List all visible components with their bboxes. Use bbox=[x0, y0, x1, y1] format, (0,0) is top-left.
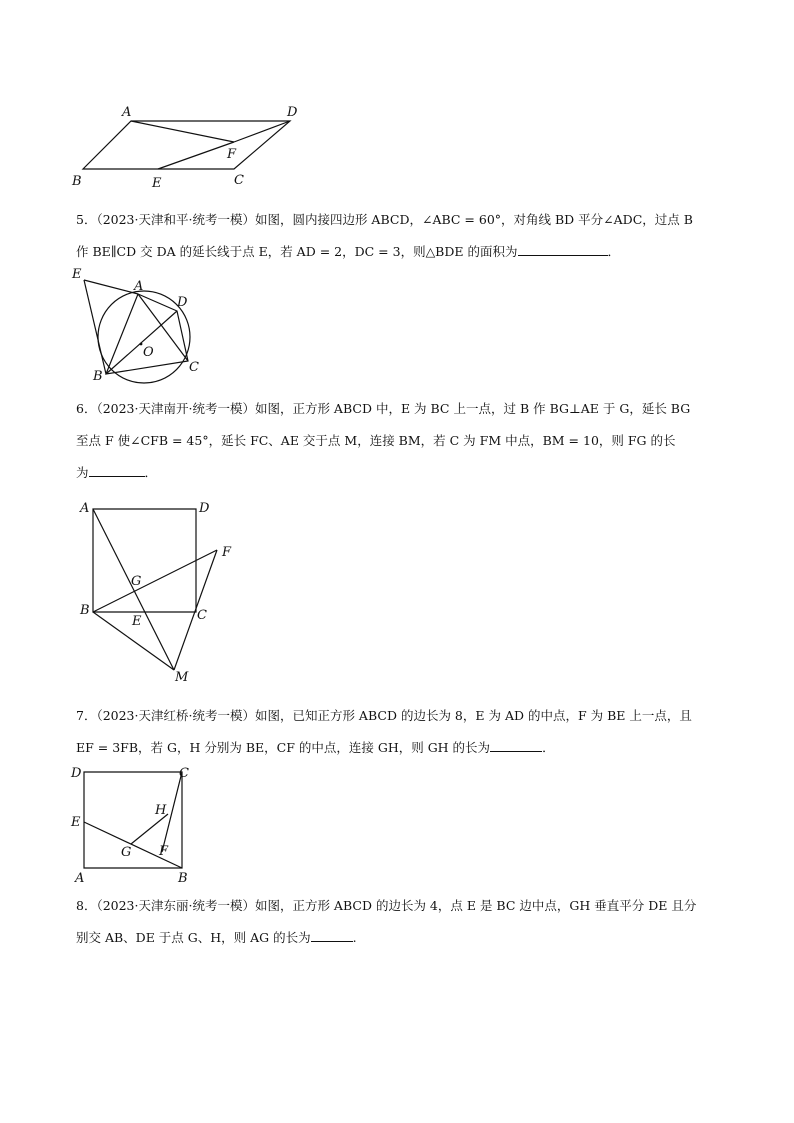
segment-am bbox=[93, 509, 174, 670]
point-label-d: D bbox=[71, 766, 82, 781]
answer-blank[interactable] bbox=[518, 254, 608, 256]
figure-square-7 bbox=[68, 760, 198, 884]
question-8-number: 8． bbox=[76, 898, 97, 913]
question-7-text-1: （2023·天津红桥·统考一模）如图，已知正方形 ABCD 的边长为 8，E 为 AD 的中点，F 为 BE 上一点，且 bbox=[96, 708, 692, 723]
answer-blank[interactable] bbox=[311, 940, 353, 942]
point-label-e: E bbox=[71, 815, 81, 830]
question-8-text-2: 别交 AB、DE 于点 G、H，则 AG 的长为 bbox=[76, 930, 311, 945]
question-7-end: ． bbox=[542, 740, 555, 755]
point-label-g: G bbox=[131, 574, 142, 589]
point-label-m: M bbox=[175, 670, 189, 685]
point-label-d: D bbox=[199, 501, 210, 516]
point-label-c: C bbox=[197, 608, 207, 623]
question-5-text-1: （2023·天津和平·统考一模）如图，圆内接四边形 ABCD，∠ABC = 60°，对角线 BD 平分∠ADC，过点 B bbox=[96, 212, 693, 227]
question-7-number: 7． bbox=[76, 708, 97, 723]
point-label-a: A bbox=[80, 501, 90, 516]
parallelogram-abcd bbox=[83, 121, 290, 169]
question-6-end: ． bbox=[144, 465, 158, 480]
question-8-text-1: （2023·天津东丽·统考一模）如图，正方形 ABCD 的边长为 4，点 E 是 BC 边中点，GH 垂直平分 DE 且分 bbox=[96, 898, 697, 913]
point-label-e: E bbox=[152, 176, 162, 191]
point-label-e: E bbox=[72, 267, 82, 282]
point-label-d: D bbox=[177, 295, 188, 310]
question-7-text-2: EF = 3FB，若 G，H 分别为 BE，CF 的中点，连接 GH，则 GH 的长为 bbox=[76, 740, 491, 755]
question-7-line-1 bbox=[76, 700, 726, 732]
question-6 bbox=[76, 393, 726, 489]
point-label-o: O bbox=[143, 345, 154, 360]
point-label-d: D bbox=[287, 105, 298, 120]
question-6-text-1: （2023·天津南开·统考一模）如图，正方形 ABCD 中，E 为 BC 上一点，过 B 作 BG⊥AE 于 G，延长 BG bbox=[96, 401, 691, 416]
question-5-line-1 bbox=[76, 204, 726, 236]
segment-eb bbox=[84, 280, 106, 374]
question-5-number: 5． bbox=[76, 212, 97, 227]
point-label-f: F bbox=[227, 147, 237, 162]
answer-blank[interactable] bbox=[490, 750, 542, 752]
question-6-line-3 bbox=[76, 457, 726, 489]
figure-square-6 bbox=[74, 497, 244, 687]
question-6-line-1 bbox=[76, 393, 726, 425]
point-label-a: A bbox=[134, 279, 144, 294]
segment-gh bbox=[131, 814, 168, 844]
point-label-b: B bbox=[93, 369, 103, 384]
point-label-c: C bbox=[179, 766, 189, 781]
question-5-text-2: 作 BE∥CD 交 DA 的延长线于点 E，若 AD = 2，DC = 3，则△BDE 的面积为 bbox=[76, 244, 518, 259]
point-label-h: H bbox=[155, 803, 167, 818]
question-8-line-2 bbox=[76, 922, 726, 954]
figure-circle bbox=[70, 264, 210, 384]
question-6-number: 6． bbox=[76, 401, 97, 416]
question-8-line-1 bbox=[76, 890, 726, 922]
segment-ea bbox=[84, 280, 138, 294]
point-label-b: B bbox=[72, 174, 82, 189]
square-abcd bbox=[93, 509, 196, 612]
segment-df bbox=[234, 121, 290, 142]
point-label-c: C bbox=[189, 360, 199, 375]
question-8-end: . bbox=[352, 930, 357, 945]
point-label-a: A bbox=[75, 871, 85, 886]
question-6-line-2 bbox=[76, 425, 726, 457]
question-6-text-3: 为 bbox=[76, 465, 89, 480]
point-label-e: E bbox=[132, 614, 142, 629]
point-label-b: B bbox=[80, 603, 90, 618]
point-label-a: A bbox=[122, 105, 132, 120]
segment-fe bbox=[158, 142, 234, 169]
point-label-f: F bbox=[159, 844, 169, 859]
question-5 bbox=[76, 204, 726, 268]
question-8 bbox=[76, 890, 726, 954]
point-label-f: F bbox=[222, 545, 232, 560]
point-label-b: B bbox=[178, 871, 188, 886]
figure-parallelogram bbox=[70, 100, 310, 192]
question-5-end: ． bbox=[607, 244, 621, 259]
point-label-g: G bbox=[121, 845, 132, 860]
segment-af bbox=[131, 121, 234, 142]
center-point bbox=[140, 343, 143, 346]
question-7 bbox=[76, 700, 726, 764]
answer-blank[interactable] bbox=[89, 475, 145, 477]
point-label-c: C bbox=[234, 173, 244, 188]
question-6-text-2: 至点 F 使∠CFB = 45°，延长 FC、AE 交于点 M，连接 BM，若 C 为 FM 中点，BM = 10，则 FG 的长 bbox=[76, 433, 676, 448]
